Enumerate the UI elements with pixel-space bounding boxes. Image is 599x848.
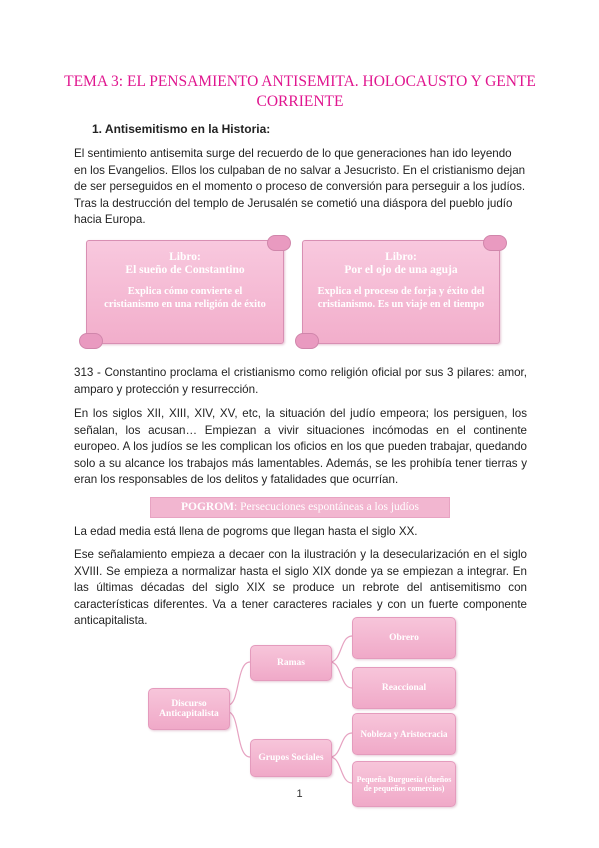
connector-line — [330, 636, 352, 662]
connector-line — [228, 662, 250, 705]
paragraph-origin: El sentimiento antisemita surge del recuerdo de lo que generaciones han ido leyendo en los Evangelios. Ellos los culpaban de no salvar a Jesucristo. En el cristianismo dejan de ser perseguidos en el momento o proceso de conversión para perseguir a los judíos. Tras la destrucción del templo de Jerusalén se cometió una diáspora del pueblo judío hacia Europa. — [74, 147, 526, 226]
diagram-root-node: Discurso Anticapitalista — [148, 688, 230, 730]
scroll-roll-decoration — [79, 333, 103, 349]
book-card-label: Libro: — [385, 251, 417, 263]
paragraph-middle-ages: En los siglos XII, XIII, XIV, XV, etc, la situación del judío empeora; los persiguen, los señalan, los acusan… Empiezan a vivir situaciones incómodas en el continente europeo. A los judíos se les complican los oficios en los que pueden trabajar, quedando solo a su alcance los trabajos más lamentables. Además, se les prohibía tener tierras y eran los responsables de los delitos y fatalidades que ocurrían. — [74, 407, 527, 486]
scroll-roll-decoration — [267, 235, 291, 251]
book-card-constantino — [86, 240, 284, 344]
page-title: TEMA 3: EL PENSAMIENTO ANTISEMITA. HOLOCAUSTO Y GENTE CORRIENTE — [64, 73, 536, 110]
book-card-description: Explica cómo convierte el cristianismo en una religión de éxito — [104, 286, 266, 310]
pogrom-definition-box — [150, 497, 450, 518]
diagram-branch-grupos-sociales: Grupos Sociales — [250, 739, 332, 777]
connector-line — [228, 712, 250, 757]
scroll-roll-decoration — [295, 333, 319, 349]
book-card-title: Por el ojo de una aguja — [344, 264, 458, 276]
diagram-leaf-obrero: Obrero — [352, 617, 456, 659]
book-card-label: Libro: — [169, 251, 201, 263]
diagram-branch-ramas: Ramas — [250, 645, 332, 681]
section-heading: 1. Antisemitismo en la Historia: — [92, 122, 271, 136]
page-number: 1 — [296, 788, 303, 800]
diagram-leaf-pequena-burguesia: Pequeña Burguesía (dueños de pequeños comercios) — [352, 761, 456, 807]
pogrom-definition: : Persecuciones espontáneas a los judíos — [234, 501, 419, 513]
connector-line — [330, 662, 352, 688]
book-card-description: Explica el proceso de forja y éxito del cristianismo. Es un viaje en el tiempo — [317, 286, 485, 310]
diagram-leaf-reaccional: Reaccional — [352, 667, 456, 709]
diagram-leaf-nobleza: Nobleza y Aristocracia — [352, 713, 456, 755]
connector-line — [330, 733, 352, 757]
paragraph-pogroms: La edad media está llena de pogroms que llegan hasta el siglo XX. — [74, 525, 418, 538]
book-card-aguja — [302, 240, 500, 344]
pogrom-term: POGROM — [181, 501, 235, 513]
scroll-roll-decoration — [483, 235, 507, 251]
connector-line — [330, 757, 352, 783]
paragraph-illustration: Ese señalamiento empieza a decaer con la ilustración y la desecularización en el siglo XVIII. Se empieza a normalizar hasta el siglo XIX donde ya se empiezan a integrar. En las últimas décadas del siglo XIX se produce un rebrote del antisemitismo con características diferentes. Va a tener caracteres raciales y con un fuerte componente anticapitalista. — [74, 548, 527, 627]
book-card-title: El sueño de Constantino — [125, 264, 245, 276]
paragraph-constantino: 313 - Constantino proclama el cristianismo como religión oficial por sus 3 pilares: amor, amparo y protección y resurrección. — [74, 366, 527, 396]
